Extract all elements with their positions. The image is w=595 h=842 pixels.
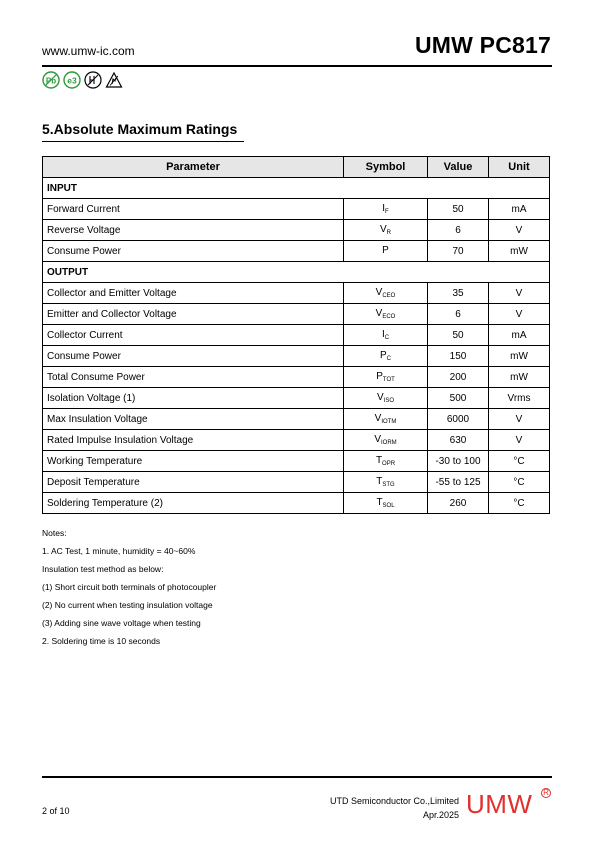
symbol-cell xyxy=(344,451,428,472)
umw-logo: UMW xyxy=(466,789,533,819)
symbol-cell xyxy=(344,430,428,451)
table-row xyxy=(43,241,550,262)
group-label: INPUT xyxy=(43,178,550,199)
symbol-subscript: IORM xyxy=(381,440,397,446)
parameter-cell: Reverse Voltage xyxy=(43,220,344,241)
value-cell: 200 xyxy=(428,367,489,388)
symbol-main: I xyxy=(382,203,386,214)
value-cell: 150 xyxy=(428,346,489,367)
symbol-main: V xyxy=(374,434,381,445)
note-line: Insulation test method as below: xyxy=(42,564,164,574)
symbol-main: P xyxy=(379,350,387,361)
symbol-main: T xyxy=(375,455,383,466)
pb-free-icon xyxy=(42,71,60,89)
parameter-cell: Soldering Temperature (2) xyxy=(43,493,344,514)
unit-cell: Vrms xyxy=(489,388,550,409)
symbol-main: V xyxy=(379,224,387,235)
unit-cell: V xyxy=(489,220,550,241)
symbol-subscript: TOT xyxy=(382,377,395,383)
symbol-subscript: C xyxy=(386,356,391,362)
parameter-cell: Max Insulation Voltage xyxy=(43,409,344,430)
symbol-cell xyxy=(344,388,428,409)
table-row xyxy=(43,472,550,493)
table-row xyxy=(43,430,550,451)
symbol-main: V xyxy=(374,413,382,424)
table-row xyxy=(43,493,550,514)
symbol-cell xyxy=(344,304,428,325)
e3-icon-label: e3 xyxy=(67,75,77,86)
symbol-subscript: STG xyxy=(382,482,395,488)
notes-block xyxy=(42,524,216,650)
symbol-subscript: ISO xyxy=(383,398,394,404)
parameter-cell: Working Temperature xyxy=(43,451,344,472)
halogen-free-icon xyxy=(84,71,102,89)
parameter-cell: Rated Impulse Insulation Voltage xyxy=(43,430,344,451)
value-cell: 500 xyxy=(428,388,489,409)
parameter-cell: Isolation Voltage (1) xyxy=(43,388,344,409)
symbol-main: T xyxy=(376,476,383,487)
website-url: www.umw-ic.com xyxy=(42,44,135,58)
symbol-main: P xyxy=(382,245,389,256)
symbol-cell xyxy=(344,346,428,367)
esd-sensitive-icon xyxy=(105,71,123,89)
symbol-main: T xyxy=(376,497,383,508)
unit-cell: mW xyxy=(489,346,550,367)
symbol-main: I xyxy=(381,329,385,340)
table-row xyxy=(43,451,550,472)
table-row xyxy=(43,367,550,388)
symbol-subscript: F xyxy=(385,209,389,215)
parameter-cell: Consume Power xyxy=(43,241,344,262)
symbol-cell xyxy=(344,493,428,514)
header-divider xyxy=(42,65,552,67)
note-line: 2. Soldering time is 10 seconds xyxy=(42,636,161,646)
column-header-parameter: Parameter xyxy=(43,157,344,178)
value-cell: 50 xyxy=(428,199,489,220)
table-header-row xyxy=(43,157,550,178)
table-group-row xyxy=(43,178,550,199)
table-row xyxy=(43,388,550,409)
table-row xyxy=(43,304,550,325)
symbol-subscript: SOL xyxy=(382,503,395,509)
certification-icons xyxy=(42,71,123,89)
publish-date: Apr.2025 xyxy=(422,810,459,820)
section-title: 5.Absolute Maximum Ratings xyxy=(42,121,238,137)
table-group-row xyxy=(43,262,550,283)
symbol-cell xyxy=(344,325,428,346)
unit-cell: °C xyxy=(489,451,550,472)
symbol-main: V xyxy=(375,308,383,319)
registered-mark-icon: R xyxy=(541,788,551,798)
symbol-cell xyxy=(344,199,428,220)
unit-cell: °C xyxy=(489,472,550,493)
unit-cell: V xyxy=(489,409,550,430)
note-line: (1) Short circuit both terminals of photocoupler xyxy=(42,582,217,592)
value-cell: 50 xyxy=(428,325,489,346)
e3-icon xyxy=(63,71,81,89)
footer-company-info xyxy=(330,794,459,822)
value-cell: -55 to 125 xyxy=(428,472,489,493)
value-cell: 260 xyxy=(428,493,489,514)
note-line: (2) No current when testing insulation voltage xyxy=(42,600,213,610)
symbol-subscript: ECO xyxy=(382,314,396,320)
value-cell: 35 xyxy=(428,283,489,304)
column-header-value: Value xyxy=(428,157,489,178)
column-header-unit: Unit xyxy=(489,157,550,178)
parameter-cell: Emitter and Collector Voltage xyxy=(43,304,344,325)
symbol-cell xyxy=(344,472,428,493)
symbol-subscript: R xyxy=(386,230,391,236)
table-row xyxy=(43,199,550,220)
section-underline xyxy=(42,141,244,142)
symbol-subscript: C xyxy=(384,335,390,341)
value-cell: 70 xyxy=(428,241,489,262)
table-row xyxy=(43,325,550,346)
unit-cell: V xyxy=(489,283,550,304)
company-name: UTD Semiconductor Co.,Limited xyxy=(329,796,459,806)
column-header-symbol: Symbol xyxy=(344,157,428,178)
note-line: (3) Adding sine wave voltage when testing xyxy=(42,618,201,628)
symbol-cell xyxy=(344,283,428,304)
value-cell: 6 xyxy=(428,304,489,325)
value-cell: 6000 xyxy=(428,409,489,430)
symbol-main: P xyxy=(376,371,383,382)
notes-heading: Notes: xyxy=(42,528,67,538)
unit-cell: V xyxy=(489,304,550,325)
parameter-cell: Collector and Emitter Voltage xyxy=(43,283,344,304)
unit-cell: mW xyxy=(489,367,550,388)
value-cell: 630 xyxy=(428,430,489,451)
table-row xyxy=(43,346,550,367)
parameter-cell: Forward Current xyxy=(43,199,344,220)
table-row xyxy=(43,220,550,241)
part-title: UMW PC817 xyxy=(415,32,551,58)
value-cell: -30 to 100 xyxy=(428,451,489,472)
unit-cell: mA xyxy=(489,199,550,220)
unit-cell: mW xyxy=(489,241,550,262)
symbol-subscript: CEO xyxy=(382,293,396,299)
parameter-cell: Deposit Temperature xyxy=(43,472,344,493)
symbol-cell xyxy=(344,241,428,262)
parameter-cell: Consume Power xyxy=(43,346,344,367)
symbol-cell xyxy=(344,409,428,430)
value-cell: 6 xyxy=(428,220,489,241)
parameter-cell: Total Consume Power xyxy=(43,367,344,388)
parameter-cell: Collector Current xyxy=(43,325,344,346)
symbol-cell xyxy=(344,367,428,388)
page-number: 2 of 10 xyxy=(42,806,70,816)
symbol-subscript: IOTM xyxy=(381,419,397,425)
unit-cell: mA xyxy=(489,325,550,346)
note-line: 1. AC Test, 1 minute, humidity = 40~60% xyxy=(42,546,196,556)
unit-cell: °C xyxy=(489,493,550,514)
table-body xyxy=(43,178,550,514)
symbol-main: V xyxy=(376,392,384,403)
footer-divider xyxy=(42,776,552,778)
symbol-subscript: OPR xyxy=(382,461,396,467)
absolute-maximum-ratings-table xyxy=(42,156,550,514)
unit-cell: V xyxy=(489,430,550,451)
table-row xyxy=(43,409,550,430)
symbol-cell xyxy=(344,220,428,241)
symbol-main: V xyxy=(375,287,383,298)
pb-free-icon-label: Pb xyxy=(45,76,57,86)
group-label: OUTPUT xyxy=(43,262,550,283)
table-row xyxy=(43,283,550,304)
